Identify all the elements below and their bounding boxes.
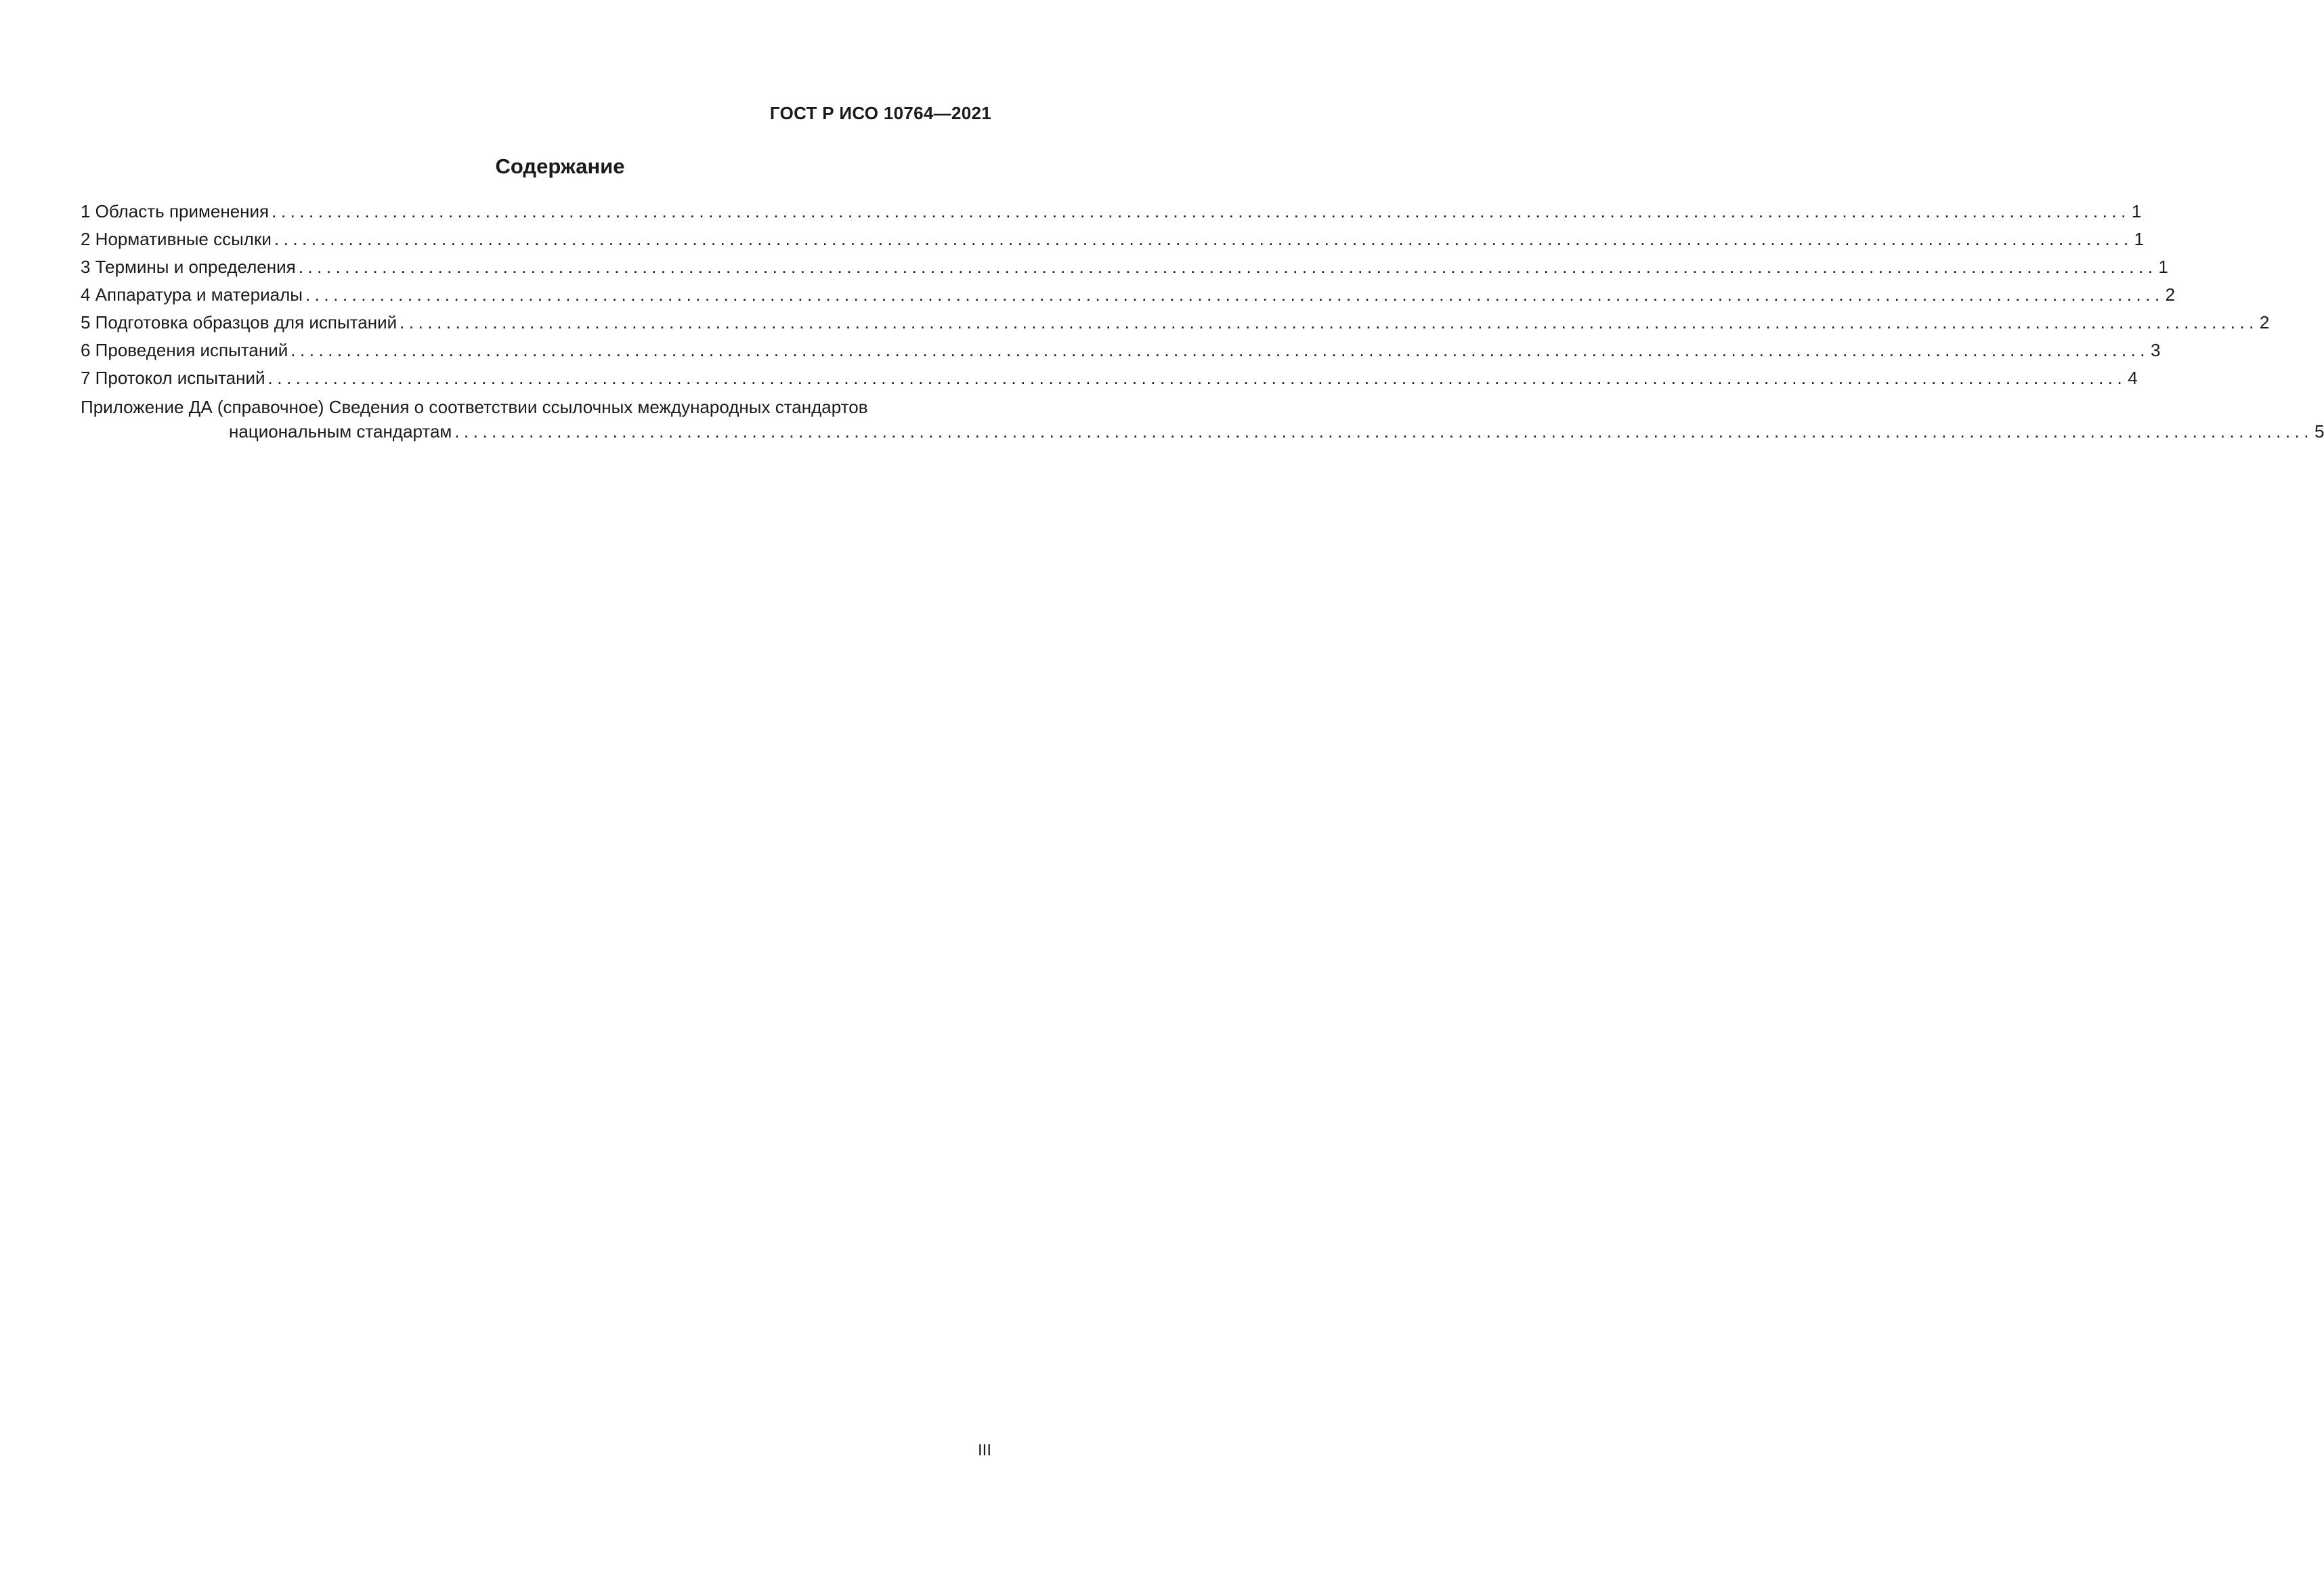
- toc-entry-label: 7 Протокол испытаний: [81, 368, 265, 388]
- table-of-contents: [81, 198, 2324, 444]
- toc-entry-test-report[interactable]: [81, 364, 2138, 392]
- toc-entry-page: 3: [2151, 340, 2161, 360]
- document-code: ГОСТ Р ИСО 10764—2021: [769, 103, 991, 123]
- toc-entry-scope[interactable]: [81, 198, 2142, 226]
- toc-entry-page: 5: [2315, 421, 2324, 442]
- toc-entry-normative-references[interactable]: [81, 226, 2145, 253]
- toc-entry-apparatus[interactable]: [81, 281, 2176, 309]
- toc-entry-label: 6 Проведения испытаний: [81, 340, 288, 360]
- dot-leader: ........................................................................................................................................................................................................: [454, 421, 2314, 442]
- toc-entry-page: 2: [2259, 312, 2270, 333]
- toc-entry-page: 2: [2165, 284, 2176, 305]
- toc-entry-label: 4 Аппаратура и материалы: [81, 284, 303, 305]
- dot-leader: ........................................................................................................................................................................................................: [272, 201, 2130, 221]
- dot-leader: ........................................................................................................................................................................................................: [274, 229, 2133, 249]
- dot-leader: ........................................................................................................................................................................................................: [305, 284, 2164, 305]
- toc-entry-page: 1: [2134, 229, 2145, 249]
- toc-annex-title-line2: национальным стандартам: [229, 421, 452, 442]
- dot-leader: ........................................................................................................................................................................................................: [290, 340, 2150, 360]
- toc-entry-page: 4: [2128, 368, 2138, 388]
- toc-entry-page: 1: [2158, 257, 2168, 277]
- dot-leader: ........................................................................................................................................................................................................: [267, 368, 2127, 388]
- toc-entry-testing[interactable]: [81, 337, 2161, 364]
- toc-annex-line2: [81, 419, 2324, 444]
- toc-title: Содержание: [495, 154, 625, 178]
- toc-entry-label: 3 Термины и определения: [81, 257, 296, 277]
- toc-entry-label: 2 Нормативные ссылки: [81, 229, 272, 249]
- dot-leader: ........................................................................................................................................................................................................: [298, 257, 2157, 277]
- toc-entry-terms[interactable]: [81, 253, 2168, 281]
- toc-entry-page: 1: [2131, 201, 2142, 221]
- toc-entry-label: 1 Область применения: [81, 201, 270, 221]
- toc-entry-label: 5 Подготовка образцов для испытаний: [81, 312, 397, 333]
- page-number: III: [977, 1441, 991, 1459]
- dot-leader: ........................................................................................................................................................................................................: [400, 312, 2258, 333]
- toc-entry-annex[interactable]: [81, 395, 2324, 444]
- toc-annex-title-line1: Приложение ДА (справочное) Сведения о соответствии ссылочных международных стандартов: [81, 397, 868, 417]
- toc-entry-sample-preparation[interactable]: [81, 309, 2270, 337]
